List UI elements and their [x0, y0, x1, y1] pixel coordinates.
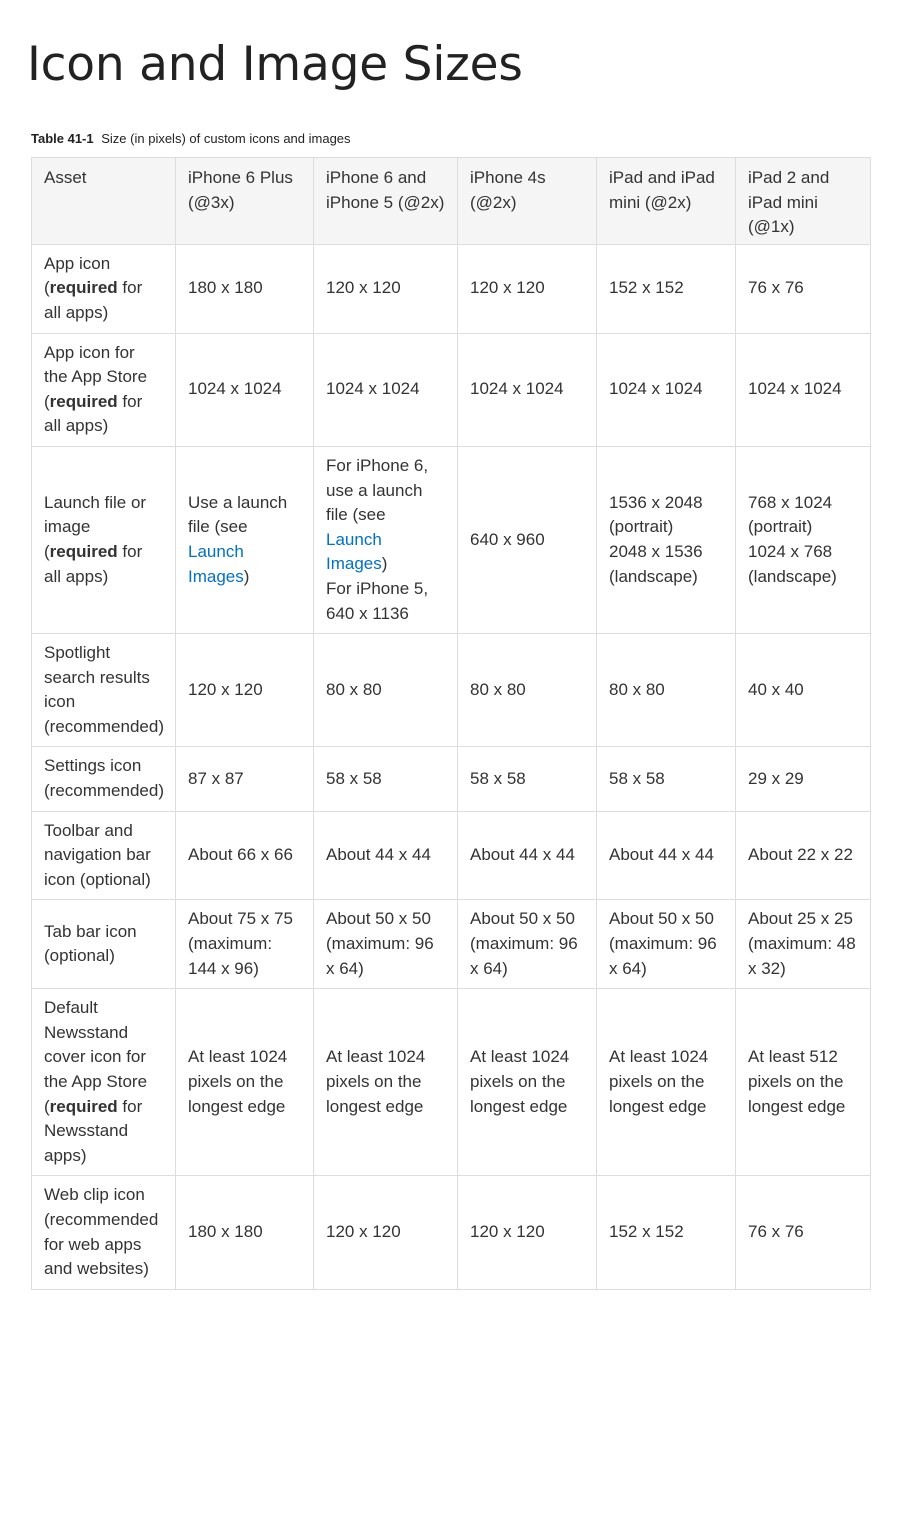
table-caption — [31, 130, 351, 148]
size-cell: 120 x 120 — [314, 244, 458, 333]
required-label: required — [49, 1096, 118, 1116]
size-cell: About 44 x 44 — [597, 811, 736, 900]
size-cell: 80 x 80 — [314, 634, 458, 747]
size-cell: 1024 x 1024 — [176, 333, 314, 446]
asset-cell: Tab bar icon (optional) — [32, 900, 176, 989]
table-row — [32, 1176, 871, 1289]
cell-line: For iPhone 5, 640 x 1136 — [326, 578, 429, 623]
size-cell: 76 x 76 — [736, 1176, 871, 1289]
size-cell: About 50 x 50 (maximum: 96 x 64) — [314, 900, 458, 989]
size-cell: About 44 x 44 — [314, 811, 458, 900]
asset-cell: Spotlight search results icon (recommended) — [32, 634, 176, 747]
table-row — [32, 244, 871, 333]
size-cell: At least 1024 pixels on the longest edge — [176, 989, 314, 1176]
page-title: Icon and Image Sizes — [27, 37, 523, 92]
header-row — [32, 158, 871, 245]
size-cell: 29 x 29 — [736, 747, 871, 811]
size-cell: At least 1024 pixels on the longest edge — [314, 989, 458, 1176]
header-asset: Asset — [32, 158, 176, 245]
size-cell: Use a launch file (see Launch Images) — [176, 446, 314, 633]
size-cell — [736, 446, 871, 633]
table-row — [32, 747, 871, 811]
size-cell: 1024 x 1024 — [597, 333, 736, 446]
table-body — [32, 244, 871, 1289]
header-iphone-4s: iPhone 4s (@2x) — [458, 158, 597, 245]
size-cell — [597, 446, 736, 633]
size-cell: 40 x 40 — [736, 634, 871, 747]
asset-cell: App icon for the App Store (required for all apps) — [32, 333, 176, 446]
cell-line: For iPhone 6, use a launch file (see Launch Images) — [326, 455, 429, 574]
size-cell: 1024 x 1024 — [736, 333, 871, 446]
cell-line: 2048 x 1536 (landscape) — [609, 542, 703, 586]
size-cell: At least 1024 pixels on the longest edge — [597, 989, 736, 1176]
asset-cell: Default Newsstand cover icon for the App Store (required for Newsstand apps) — [32, 989, 176, 1176]
size-cell: 120 x 120 — [314, 1176, 458, 1289]
icon-size-table — [31, 157, 871, 1290]
size-cell: 120 x 120 — [458, 244, 597, 333]
table-caption-text: Size (in pixels) of custom icons and images — [101, 131, 351, 146]
table-row — [32, 989, 871, 1176]
table-caption-number: Table 41-1 — [31, 131, 94, 146]
size-cell: 76 x 76 — [736, 244, 871, 333]
header-ipad-and-mini: iPad and iPad mini (@2x) — [597, 158, 736, 245]
header-iphone-6-plus: iPhone 6 Plus (@3x) — [176, 158, 314, 245]
size-cell: About 50 x 50 (maximum: 96 x 64) — [458, 900, 597, 989]
size-cell: 180 x 180 — [176, 1176, 314, 1289]
size-cell: 120 x 120 — [176, 634, 314, 747]
table-row — [32, 446, 871, 633]
size-cell: 152 x 152 — [597, 244, 736, 333]
size-cell: 1024 x 1024 — [458, 333, 597, 446]
launch-images-link[interactable]: Launch Images — [326, 529, 382, 574]
header-iphone-6-and-5: iPhone 6 and iPhone 5 (@2x) — [314, 158, 458, 245]
table-row — [32, 811, 871, 900]
size-cell: 80 x 80 — [458, 634, 597, 747]
size-cell: 58 x 58 — [597, 747, 736, 811]
cell-line: 1024 x 768 (landscape) — [748, 542, 837, 586]
required-label: required — [49, 391, 118, 411]
required-label: required — [49, 278, 118, 298]
launch-images-link[interactable]: Launch Images — [188, 542, 244, 586]
size-cell: About 66 x 66 — [176, 811, 314, 900]
asset-cell: Launch file or image (required for all apps) — [32, 446, 176, 633]
cell-line: 768 x 1024 (portrait) — [748, 492, 833, 537]
size-cell: 640 x 960 — [458, 446, 597, 633]
cell-line: 1536 x 2048 (portrait) — [609, 492, 703, 537]
size-cell: About 50 x 50 (maximum: 96 x 64) — [597, 900, 736, 989]
asset-cell: Settings icon (recommended) — [32, 747, 176, 811]
size-cell: At least 1024 pixels on the longest edge — [458, 989, 597, 1176]
size-cell: About 22 x 22 — [736, 811, 871, 900]
size-cell — [314, 446, 458, 633]
size-cell: At least 512 pixels on the longest edge — [736, 989, 871, 1176]
asset-cell: App icon (required for all apps) — [32, 244, 176, 333]
header-ipad-2-and-mini: iPad 2 and iPad mini (@1x) — [736, 158, 871, 245]
size-cell: 58 x 58 — [314, 747, 458, 811]
size-cell: About 44 x 44 — [458, 811, 597, 900]
size-cell: 152 x 152 — [597, 1176, 736, 1289]
size-cell: 1024 x 1024 — [314, 333, 458, 446]
asset-cell: Web clip icon (recommended for web apps and websites) — [32, 1176, 176, 1289]
table-row — [32, 900, 871, 989]
size-cell: 80 x 80 — [597, 634, 736, 747]
size-cell: About 25 x 25 (maximum: 48 x 32) — [736, 900, 871, 989]
table-header — [32, 158, 871, 245]
asset-cell: Toolbar and navigation bar icon (optional) — [32, 811, 176, 900]
size-cell: 58 x 58 — [458, 747, 597, 811]
size-cell: 87 x 87 — [176, 747, 314, 811]
table-row — [32, 634, 871, 747]
size-cell: 180 x 180 — [176, 244, 314, 333]
required-label: required — [49, 542, 118, 562]
size-cell: 120 x 120 — [458, 1176, 597, 1289]
size-cell: About 75 x 75 (maximum: 144 x 96) — [176, 900, 314, 989]
table-row — [32, 333, 871, 446]
